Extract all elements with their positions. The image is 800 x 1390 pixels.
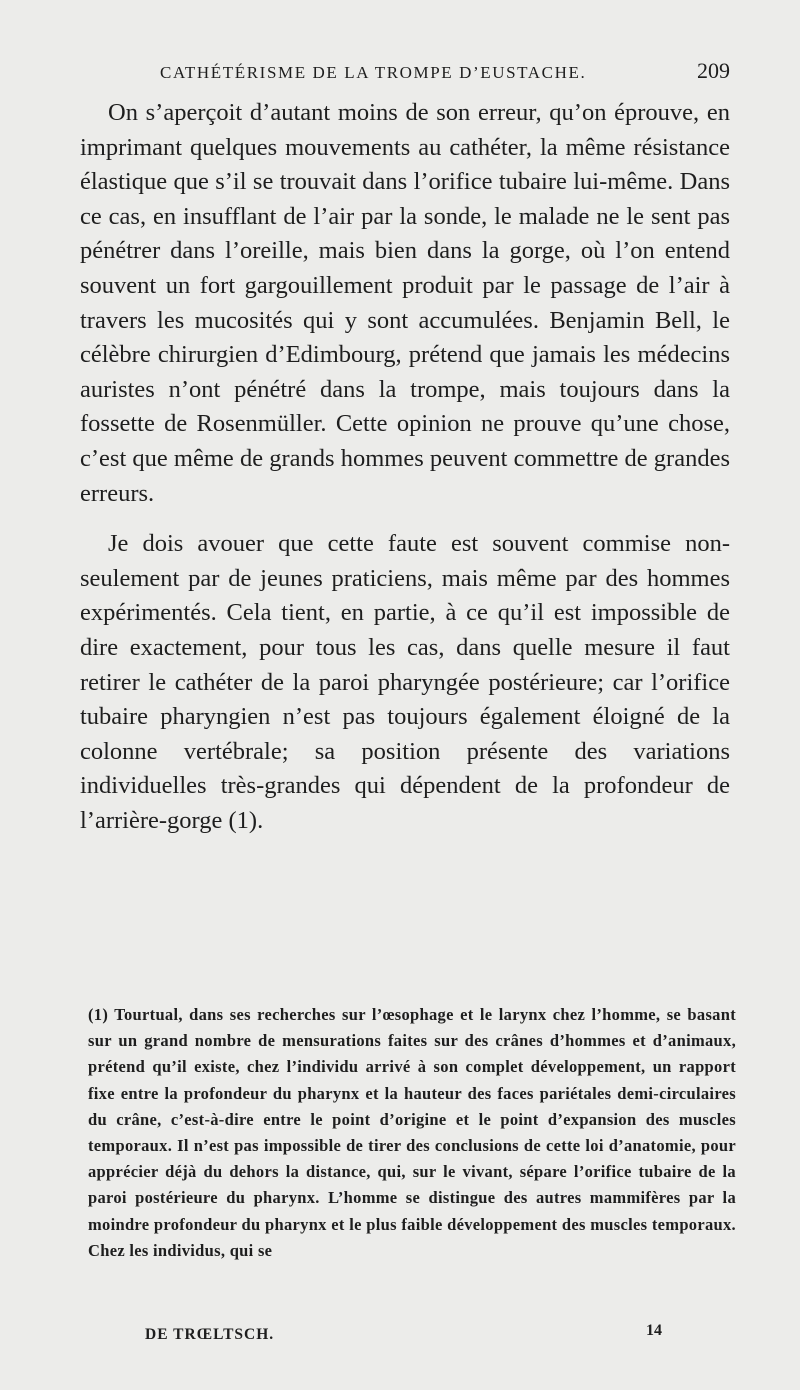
signature-line: DE TRŒLTSCH.	[145, 1326, 275, 1343]
body-text	[80, 96, 730, 838]
paragraph-1: On s’aperçoit d’autant moins de son erreur, qu’on éprouve, en imprimant quelques mouvements au cathéter, la même résistance élastique que s’il se trouvait dans l’orifice tubaire lui-même. Dans ce cas, en insufflant de l’air par la sonde, le malade ne le sent pas pénétrer dans l’oreille, mais bien dans la gorge, où l’on entend souvent un fort gargouillement produit par le passage de l’air à travers les mucosités qui y sont accumulées. Benjamin Bell, le célèbre chirurgien d’Edimbourg, prétend que jamais les médecins auristes n’ont pénétré dans la trompe, mais toujours dans la fossette de Rosenmüller. Cette opinion ne prouve qu’une chose, c’est que même de grands hommes peuvent commettre de grandes erreurs.	[80, 99, 730, 507]
paragraph-2: Je dois avouer que cette faute est souvent commise non-seulement par de jeunes praticiens, mais même par des hommes expérimentés. Cela tient, en partie, à ce qu’il est impossible de dire exactement, pour tous les cas, dans quelle mesure il faut retirer le cathéter de la paroi pharyngée postérieure; car l’orifice tubaire pharyngien n’est pas toujours également éloigné de la colonne vertébrale; sa position présente des variations individuelles très-grandes qui dépendent de la profondeur de l’arrière-gorge (1).	[80, 530, 730, 834]
running-title: CATHÉTÉRISME DE LA TROMPE D’EUSTACHE.	[160, 63, 587, 82]
footnote: (1) Tourtual, dans ses recherches sur l’œsophage et le larynx chez l’homme, se basant sur un grand nombre de mensurations faites sur des crânes d’hommes et d’animaux, prétend qu’il existe, chez l’individu arrivé à son complet développement, un rapport fixe entre la profondeur du pharynx et la hauteur des faces pariétales demi-circulaires du crâne, c’est-à-dire entre le point d’origine et le point d’expansion des muscles temporaux. Il n’est pas impossible de tirer des conclusions de cette loi d’anatomie, pour apprécier déjà du dehors la distance, qui, sur le vivant, sépare l’orifice tubaire de la paroi postérieure du pharynx. L’homme se distingue des autres mammifères par la moindre profondeur du pharynx et le plus faible développement des muscles temporaux. Chez les individus, qui se	[88, 1005, 736, 1260]
page-number: 209	[697, 58, 730, 83]
page-header	[160, 58, 730, 84]
signature-mark: 14	[646, 1322, 662, 1339]
